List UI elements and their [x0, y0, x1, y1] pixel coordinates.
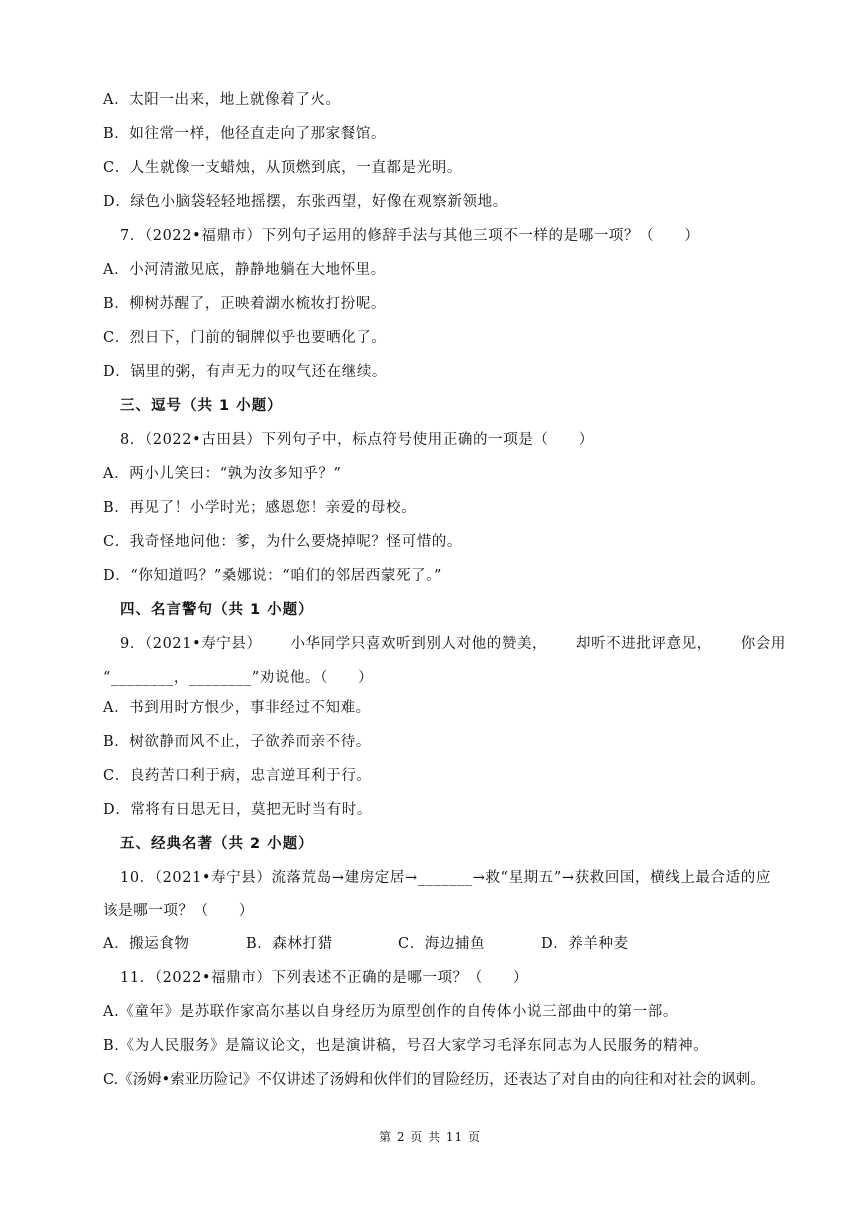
q9-option-b: B．树欲静而风不止，子欲养而亲不待。 — [103, 734, 371, 750]
question-11: 11．（2022•福鼎市）下列表述不正确的是哪一项？（ ） — [120, 970, 529, 986]
section-5-heading: 五、经典名著（共 2 小题） — [120, 836, 314, 852]
question-8: 8．（2022•古田县）下列句子中，标点符号使用正确的一项是（ ） — [120, 432, 594, 448]
q9-part: 小华同学只喜欢听到别人对他的赞美， — [290, 636, 548, 652]
question-10-line-1: 10．（2021•寿宁县）流落荒岛→建房定居→_______→救“星期五”→获救回国，横线上最合适的应 — [120, 870, 771, 886]
q9-option-a: A．书到用时方恨少，事非经过不知难。 — [103, 700, 371, 716]
page-footer: 第 2 页 共 11 页 — [379, 1130, 481, 1144]
section-4-heading: 四、名言警句（共 1 小题） — [120, 602, 314, 618]
question-9-line-2: “________，________”劝说他。（ ） — [103, 670, 374, 686]
q11-option-c: C.《汤姆•索亚历险记》不仅讲述了汤姆和伙伴们的冒险经历，还表达了对自由的向往和对社会的讽刺。 — [103, 1072, 765, 1088]
question-10-line-2: 该是哪一项？（ ） — [103, 903, 254, 919]
q10-option-b: B．森林打猎 — [246, 936, 333, 952]
q9-part: 却听不进批评意见， — [575, 636, 712, 652]
q8-option-b: B．再见了！小学时光；感恩您！亲爱的母校。 — [103, 500, 417, 516]
q8-option-d: D．“你知道吗？”桑娜说：“咱们的邻居西蒙死了。” — [103, 568, 443, 584]
question-9-line-1 — [120, 634, 786, 654]
l3: C．人生就像一支蜡烛，从顶燃到底，一直都是光明。 — [103, 160, 462, 176]
q8-option-c: C．我奇怪地问他：爹，为什么要烧掉呢？怪可惜的。 — [103, 534, 462, 550]
l1: A．太阳一出来，地上就像着了火。 — [103, 92, 341, 108]
q7-option-c: C．烈日下，门前的铜牌似乎也要晒化了。 — [103, 330, 387, 346]
q9-option-c: C．良药苦口利于病，忠言逆耳利于行。 — [103, 768, 372, 784]
section-3-heading: 三、逗号（共 1 小题） — [120, 398, 283, 414]
q7-option-b: B．柳树苏醒了，正映着湖水梳妆打扮呢。 — [103, 296, 387, 312]
q9-part: 你会用 — [740, 636, 786, 652]
question-7: 7．（2022•福鼎市）下列句子运用的修辞手法与其他三项不一样的是哪一项？（ ） — [120, 228, 700, 244]
q8-option-a: A．两小儿笑曰：“孰为汝多知乎？” — [103, 466, 342, 482]
q11-option-b: B.《为人民服务》是篇议论文，也是演讲稿，号召大家学习毛泽东同志为人民服务的精神。 — [103, 1038, 709, 1054]
q9-part: 9．（2021•寿宁县） — [120, 636, 262, 652]
q10-option-d: D．养羊种麦 — [541, 936, 629, 952]
l2: B．如往常一样，他径直走向了那家餐馆。 — [103, 126, 387, 142]
q10-option-a: A．搬运食物 — [103, 936, 190, 952]
q9-option-d: D．常将有日思无日，莫把无时当有时。 — [103, 802, 372, 818]
q11-option-a: A.《童年》是苏联作家高尔基以自身经历为原型创作的自传体小说三部曲中的第一部。 — [103, 1004, 678, 1020]
q7-option-d: D．锅里的粥，有声无力的叹气还在继续。 — [103, 364, 388, 380]
q7-option-a: A．小河清澈见底，静静地躺在大地怀里。 — [103, 262, 386, 278]
q10-option-c: C．海边捕鱼 — [398, 936, 486, 952]
l4: D．绿色小脑袋轻轻地摇摆，东张西望，好像在观察新领地。 — [103, 194, 508, 210]
